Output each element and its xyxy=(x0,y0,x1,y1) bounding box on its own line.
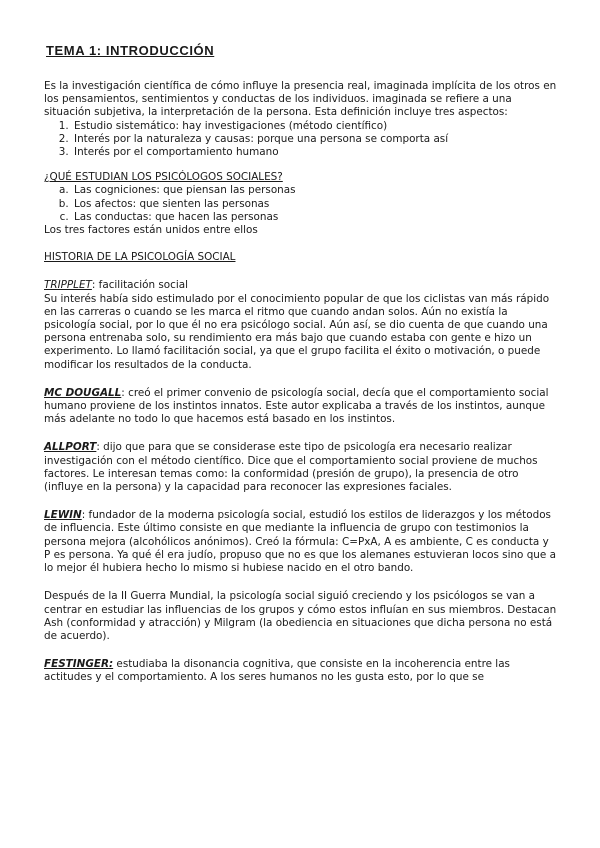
triplett-name: TRIPPLET xyxy=(44,279,92,292)
postwar-paragraph: Después de la II Guerra Mundial, la psicología social siguió creciendo y los psicólogos se van a centrar en estudiar las influencias de los grupos y cómo estos influían en sus miembros. Destacan Ash (conformidad y atracción) y Milgram (la obediencia en situaciones que dicha persona no está de acuerdo). xyxy=(44,590,557,642)
study-section xyxy=(44,171,558,237)
study-item: b. Los afectos: que sienten las personas xyxy=(72,198,558,211)
intro-paragraph: Es la investigación científica de cómo influye la presencia real, imaginada implícita de los otros en los pensamientos, sentimientos y conductas de los individuos. imaginada se refiere a una situación subjetiva, la interpretación de la persona. Esta definición incluye tres aspectos: xyxy=(44,80,557,119)
allport-paragraph xyxy=(44,441,558,494)
lewin-block xyxy=(44,509,558,575)
study-item: a. Las cogniciones: que piensan las personas xyxy=(72,184,558,197)
lewin-name: LEWIN xyxy=(44,509,82,522)
page-title: TEMA 1: INTRODUCCIÓN xyxy=(46,43,215,58)
postwar-block xyxy=(44,590,558,643)
study-closing: Los tres factores están unidos entre ellos xyxy=(44,224,258,237)
festinger-name: FESTINGER: xyxy=(44,658,114,671)
aspect-item: 3. Interés por el comportamiento humano xyxy=(72,146,558,159)
mcdougall-name: MC DOUGALL xyxy=(44,386,122,399)
festinger-block xyxy=(44,658,558,684)
aspects-list xyxy=(44,120,558,160)
history-heading: HISTORIA DE LA PSICOLOGÍA SOCIAL xyxy=(44,251,236,264)
lewin-text: : fundador de la moderna psicología social, estudió los estilos de liderazgos y los métodos de influencia. Este último consiste en que mediante la influencia de grupo con testimonios la persona mejora (alcohólicos anónimos). Creó la fórmula: C=PxA, A es ambiente, C es conducta y P es persona. Ya qué él era judío, propuso que no es que los alemanes estuvieran locos sino que a lo mejor él hubiera hecho lo mismo si hubiese nacido en el otro bando. xyxy=(44,509,556,575)
mcdougall-paragraph xyxy=(44,387,558,427)
aspect-item: 2. Interés por la naturaleza y causas: porque una persona se comporta así xyxy=(72,133,558,146)
triplett-heading xyxy=(44,279,558,292)
allport-text: : dijo que para que se considerase este tipo de psicología era necesario realizar investigación con el método científico. Dice que el comportamiento social proviene de muchos factores. Le interesan temas como: la conformidad (presión de grupo), la presencia de otro (influye en la persona) y la capacidad para reconocer las expresiones faciales. xyxy=(44,441,538,494)
study-item: c. Las conductas: que hacen las personas xyxy=(72,211,558,224)
allport-block xyxy=(44,441,558,494)
lewin-paragraph xyxy=(44,509,558,575)
aspect-item: 1. Estudio sistemático: hay investigaciones (método científico) xyxy=(72,120,558,133)
document-page xyxy=(44,44,558,685)
festinger-paragraph xyxy=(44,658,558,684)
triplett-subtitle: : facilitación social xyxy=(91,279,188,292)
festinger-text: estudiaba la disonancia cognitiva, que consiste en la incoherencia entre las actitudes y el comportamiento. A los seres humanos no les gusta esto, por lo que se xyxy=(44,658,510,684)
study-list xyxy=(44,184,558,224)
triplett-text: Su interés había sido estimulado por el conocimiento popular de que los ciclistas van más rápido en las carreras o cuando se les marca el ritmo que cuando andan solos. Aún no existía la psicología social, por lo que él no era psicólogo social. Aún así, se dio cuenta de que cuando una persona entrenaba solo, su rendimiento era más bajo que cuando estaba con gente e hizo un experimento. Lo llamó facilitación social, ya que el grupo facilita el éxito o motivación, o puede modificar los resultados de la conducta. xyxy=(44,292,550,371)
study-heading: ¿QUÉ ESTUDIAN LOS PSICÓLOGOS SOCIALES? xyxy=(44,171,283,184)
intro-section xyxy=(44,80,558,159)
triplett-block xyxy=(44,279,558,371)
allport-name: ALLPORT xyxy=(44,441,97,454)
mcdougall-text: : creó el primer convenio de psicología social, decía que el comportamiento social humano proviene de los instintos innatos. Este autor explicaba a través de los instintos, aunque más adelante no todo lo que hacemos está basado en los instintos. xyxy=(44,386,549,426)
mcdougall-block xyxy=(44,387,558,427)
